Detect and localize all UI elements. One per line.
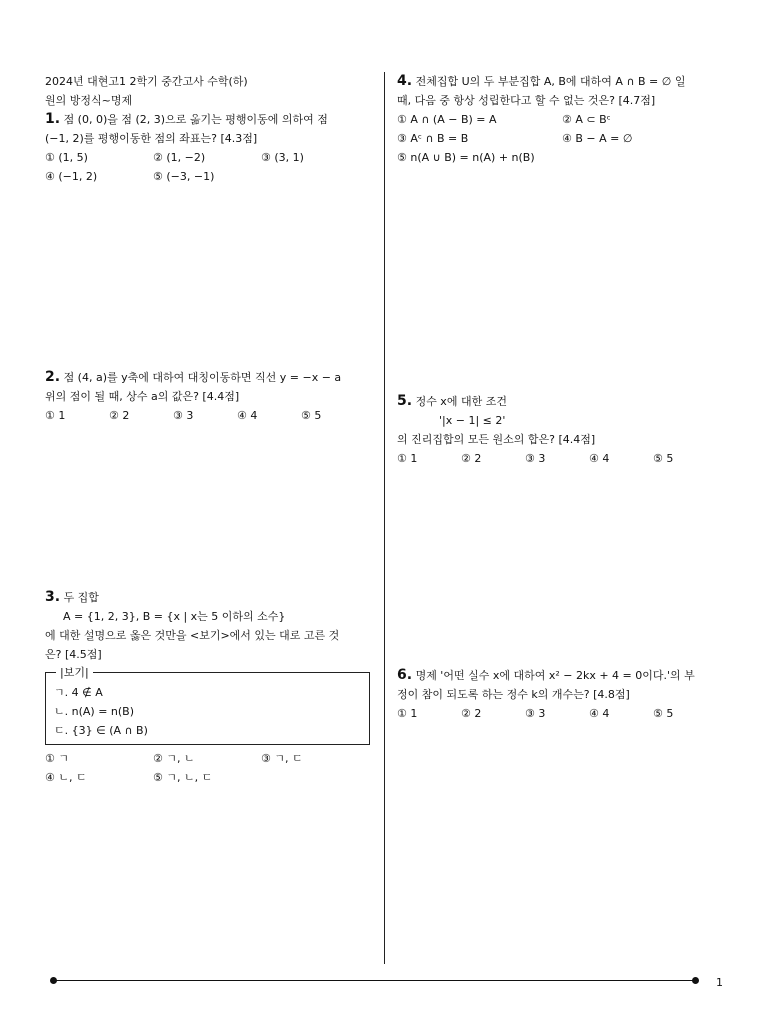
question-number: 4.	[397, 73, 413, 89]
question-number: 6.	[397, 667, 413, 683]
question-text: 두 집합	[63, 591, 99, 604]
option-1[interactable]: ① 1	[45, 409, 66, 422]
question-number: 2.	[45, 369, 61, 385]
option-2[interactable]: ② 2	[109, 409, 130, 422]
option-1[interactable]: ① A ∩ (A − B) = A	[397, 113, 497, 126]
answer-options	[397, 449, 727, 468]
bogi-item: ㄷ. {3} ∈ (A ∩ B)	[54, 724, 148, 737]
option-2[interactable]: ② (1, −2)	[153, 151, 206, 164]
option-5[interactable]: ⑤ 5	[653, 707, 674, 720]
question-text: 위의 점이 될 때, 상수 a의 값은? [4.4점]	[45, 390, 240, 403]
question-text: 점 (4, a)를 y축에 대하여 대칭이동하면 직선 y = −x − a	[63, 371, 342, 384]
bogi-item: ㄱ. 4 ∉ A	[54, 686, 103, 699]
question-2	[45, 368, 370, 425]
footer-dot-left	[50, 977, 57, 984]
option-2[interactable]: ② A ⊂ Bᶜ	[562, 113, 611, 126]
question-text: (−1, 2)를 평행이동한 점의 좌표는? [4.3점]	[45, 132, 258, 145]
option-4[interactable]: ④ (−1, 2)	[45, 170, 98, 183]
page-number: 1	[716, 976, 723, 989]
column-divider	[384, 72, 385, 964]
option-2[interactable]: ② 2	[461, 452, 482, 465]
question-number: 3.	[45, 589, 61, 605]
bogi-title: |보기|	[56, 663, 93, 682]
condition: '|x − 1| ≤ 2'	[439, 414, 506, 427]
option-2[interactable]: ② ㄱ, ㄴ	[153, 752, 195, 765]
option-1[interactable]: ① 1	[397, 707, 418, 720]
bogi-item: ㄴ. n(A) = n(B)	[54, 705, 135, 718]
footer-dot-right	[692, 977, 699, 984]
option-4[interactable]: ④ B − A = ∅	[562, 132, 633, 145]
option-5[interactable]: ⑤ (−3, −1)	[153, 170, 215, 183]
option-4[interactable]: ④ 4	[237, 409, 258, 422]
option-5[interactable]: ⑤ 5	[653, 452, 674, 465]
exam-header	[45, 72, 370, 110]
question-text: 때, 다음 중 항상 성립한다고 할 수 없는 것은? [4.7점]	[397, 94, 656, 107]
question-5	[397, 392, 727, 468]
option-1[interactable]: ① 1	[397, 452, 418, 465]
exam-title: 2024년 대현고1 2학기 중간고사 수학(하)	[45, 75, 248, 88]
option-4[interactable]: ④ 4	[589, 452, 610, 465]
option-3[interactable]: ③ (3, 1)	[261, 151, 304, 164]
option-5[interactable]: ⑤ n(A ∪ B) = n(A) + n(B)	[397, 151, 535, 164]
question-text: 정수 x에 대한 조건	[415, 395, 507, 408]
bogi-box	[45, 666, 370, 745]
question-text: 점 (0, 0)을 점 (2, 3)으로 옮기는 평행이동에 의하여 점	[63, 113, 328, 126]
question-number: 5.	[397, 393, 413, 409]
exam-subtitle: 원의 방정식~명제	[45, 94, 133, 107]
question-number: 1.	[45, 111, 61, 127]
question-text: 의 진리집합의 모든 원소의 합은? [4.4점]	[397, 433, 596, 446]
option-1[interactable]: ① ㄱ	[45, 752, 69, 765]
answer-options	[45, 148, 370, 186]
option-3[interactable]: ③ 3	[525, 452, 546, 465]
option-4[interactable]: ④ 4	[589, 707, 610, 720]
question-text: 전체집합 U의 두 부분집합 A, B에 대하여 A ∩ B = ∅ 일	[415, 75, 686, 88]
option-3[interactable]: ③ ㄱ, ㄷ	[261, 752, 303, 765]
question-text: 은? [4.5점]	[45, 648, 102, 661]
option-3[interactable]: ③ Aᶜ ∩ B = B	[397, 132, 469, 145]
question-6	[397, 666, 727, 723]
option-2[interactable]: ② 2	[461, 707, 482, 720]
answer-options	[397, 704, 727, 723]
question-text: 명제 '어떤 실수 x에 대하여 x² − 2kx + 4 = 0이다.'의 부	[415, 669, 695, 682]
question-text: 에 대한 설명으로 옳은 것만을 <보기>에서 있는 대로 고른 것	[45, 629, 340, 642]
set-definition: A = {1, 2, 3}, B = {x | x는 5 이하의 소수}	[63, 610, 286, 623]
option-4[interactable]: ④ ㄴ, ㄷ	[45, 771, 87, 784]
option-5[interactable]: ⑤ 5	[301, 409, 322, 422]
option-3[interactable]: ③ 3	[173, 409, 194, 422]
left-column	[45, 72, 370, 784]
answer-options	[45, 406, 370, 425]
answer-options	[397, 110, 727, 167]
question-text: 정이 참이 되도록 하는 정수 k의 개수는? [4.8점]	[397, 688, 630, 701]
option-5[interactable]: ⑤ ㄱ, ㄴ, ㄷ	[153, 771, 213, 784]
question-3	[45, 588, 370, 787]
option-1[interactable]: ① (1, 5)	[45, 151, 88, 164]
footer-line	[54, 980, 696, 981]
question-4	[397, 72, 727, 167]
answer-options	[45, 749, 370, 787]
question-1	[45, 110, 370, 186]
option-3[interactable]: ③ 3	[525, 707, 546, 720]
